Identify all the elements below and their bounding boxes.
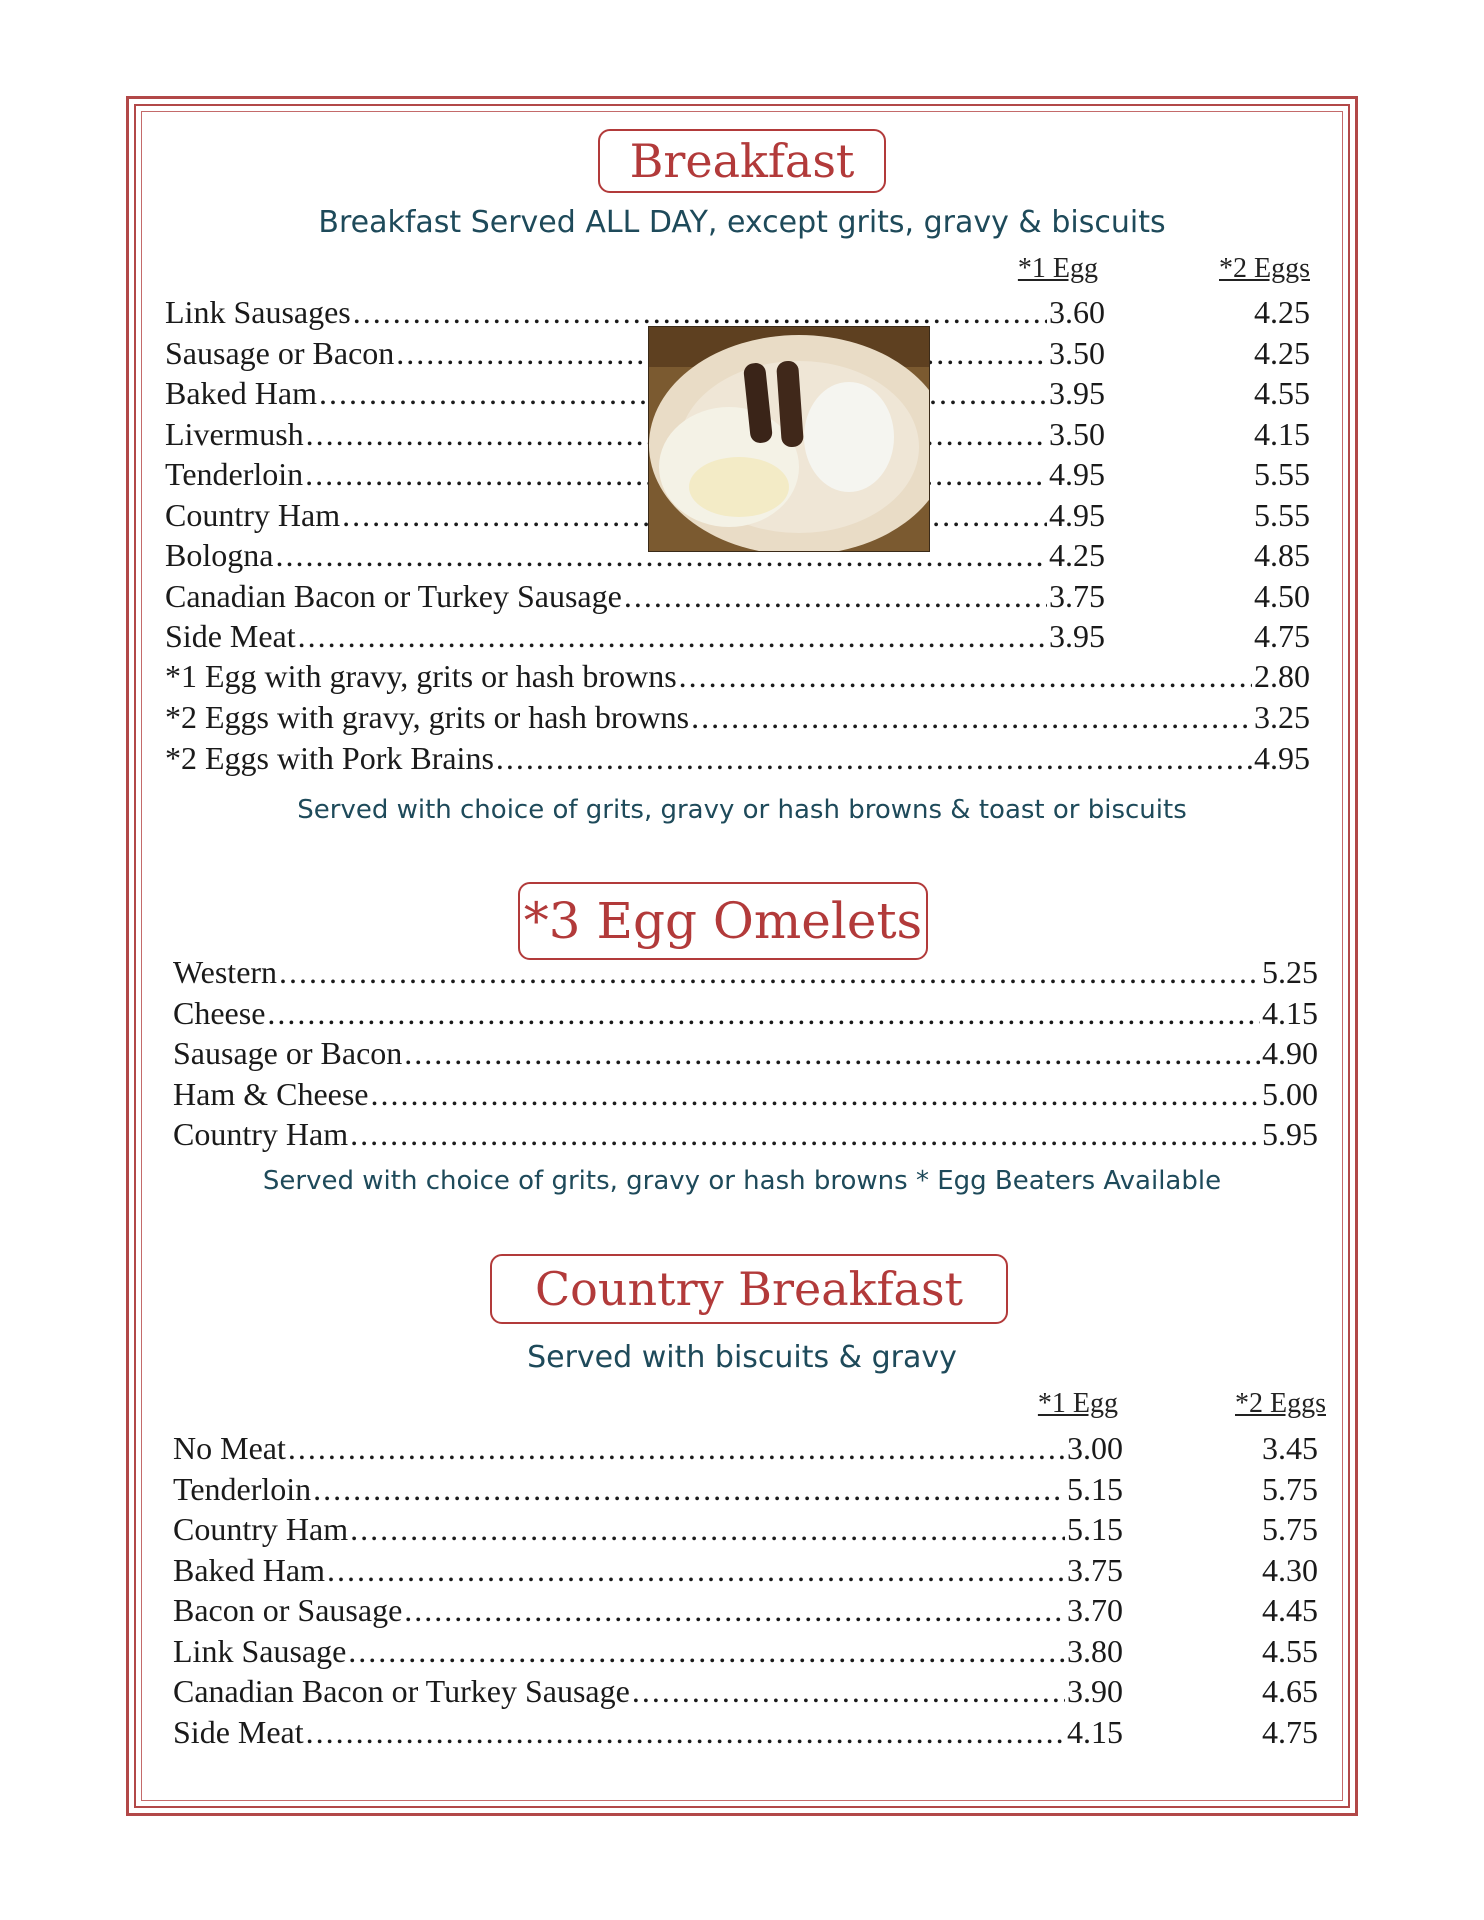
- breakfast-food-photo: [648, 326, 930, 552]
- plate-illustration: [649, 327, 930, 552]
- menu-item-price: 3.95: [1049, 618, 1105, 654]
- country-breakfast-heading: [490, 1254, 1008, 1324]
- menu-item-name: Western: [173, 954, 278, 990]
- menu-item-row: [165, 656, 1310, 696]
- menu-item-name: Ham & Cheese: [173, 1075, 369, 1112]
- menu-item-price: 4.25: [1049, 537, 1105, 573]
- menu-item-name: Sausage or Bacon: [165, 334, 395, 371]
- menu-item-row: [165, 697, 1310, 737]
- menu-item-price: 3.75: [1049, 577, 1105, 614]
- menu-item-name: No Meat: [173, 1430, 286, 1466]
- omelets-heading-text: *3 Egg Omelets: [523, 892, 923, 950]
- menu-item-name: Cheese: [173, 994, 266, 1031]
- dot-leader: [632, 1671, 1065, 1711]
- menu-item-row: [173, 952, 1318, 992]
- menu-item-price: 4.95: [1254, 740, 1310, 776]
- breakfast-col-1-egg: *1 Egg: [1017, 253, 1098, 284]
- menu-item-row: [165, 576, 1105, 616]
- menu-item-price-2-eggs: 4.25: [1254, 294, 1310, 330]
- breakfast-col-2-eggs: *2 Eggs: [1219, 253, 1310, 284]
- dot-leader: [350, 1114, 1260, 1154]
- menu-item-row: [173, 1074, 1318, 1114]
- menu-item-row: [165, 535, 1105, 575]
- menu-item-price: 4.90: [1262, 1035, 1318, 1071]
- menu-item-name: *1 Egg with gravy, grits or hash browns: [165, 658, 677, 694]
- dot-leader: [624, 576, 1047, 616]
- dot-leader: [313, 1469, 1065, 1509]
- menu-item-price-2-eggs: 4.85: [1254, 537, 1310, 573]
- menu-item-price: 4.15: [1067, 1713, 1123, 1750]
- menu-item-price: 3.25: [1254, 699, 1310, 735]
- menu-item-row: [173, 1509, 1123, 1549]
- menu-item-price: 3.95: [1049, 375, 1105, 411]
- menu-item-row: [173, 1469, 1123, 1509]
- menu-item-price-2-eggs: 5.55: [1254, 496, 1310, 533]
- dot-leader: [371, 1074, 1261, 1114]
- menu-item-price: 3.50: [1049, 334, 1105, 371]
- menu-item-price-2-eggs: 3.45: [1262, 1430, 1318, 1466]
- breakfast-heading-text: Breakfast: [629, 134, 855, 188]
- menu-item-row: [165, 373, 1105, 413]
- omelets-note: Served with choice of grits, gravy or hash browns * Egg Beaters Available: [262, 1166, 1222, 1196]
- menu-item-row: [165, 616, 1105, 656]
- menu-item-row: [173, 1712, 1123, 1752]
- menu-item-price-2-eggs: 4.55: [1254, 375, 1310, 411]
- dot-leader: [404, 1590, 1065, 1630]
- menu-item-price: 5.15: [1067, 1511, 1123, 1547]
- menu-item-price: 2.80: [1254, 658, 1310, 694]
- menu-item-name: Baked Ham: [173, 1551, 325, 1588]
- menu-item-name: Link Sausages: [165, 294, 351, 330]
- menu-item-name: *2 Eggs with gravy, grits or hash browns: [165, 699, 690, 735]
- menu-item-row: [173, 1631, 1123, 1671]
- menu-item-row: [165, 292, 1105, 332]
- dot-leader: [279, 952, 1260, 992]
- menu-item-price-2-eggs: 5.75: [1262, 1470, 1318, 1507]
- breakfast-note: Served with choice of grits, gravy or hash browns & toast or biscuits: [297, 795, 1187, 825]
- menu-item-row: [165, 454, 1105, 494]
- menu-item-row: [165, 333, 1105, 373]
- menu-item-price-2-eggs: 4.50: [1254, 577, 1310, 614]
- menu-item-name: Baked Ham: [165, 375, 317, 411]
- menu-item-price: 3.00: [1067, 1430, 1123, 1466]
- menu-item-name: Tenderloin: [173, 1470, 312, 1507]
- menu-item-name: Country Ham: [165, 496, 341, 533]
- dot-leader: [267, 993, 1260, 1033]
- menu-item-price-2-eggs: 4.75: [1254, 618, 1310, 654]
- country-breakfast-heading-text: Country Breakfast: [534, 1262, 964, 1316]
- menu-item-name: Bologna: [165, 537, 274, 573]
- menu-item-price-2-eggs: 4.30: [1262, 1551, 1318, 1588]
- menu-item-name: Bacon or Sausage: [173, 1592, 403, 1628]
- menu-item-price-2-eggs: 4.15: [1254, 415, 1310, 452]
- breakfast-heading: [598, 129, 886, 193]
- menu-item-row: [173, 1033, 1318, 1073]
- menu-item-price: 5.00: [1262, 1075, 1318, 1112]
- menu-item-price: 5.95: [1262, 1116, 1318, 1152]
- dot-leader: [288, 1428, 1065, 1468]
- country-breakfast-subtitle: Served with biscuits & gravy: [527, 1340, 957, 1375]
- menu-item-row: [165, 495, 1105, 535]
- menu-item-price-2-eggs: 4.25: [1254, 334, 1310, 371]
- menu-item-name: Canadian Bacon or Turkey Sausage: [165, 577, 622, 614]
- menu-item-row: [173, 1590, 1123, 1630]
- menu-item-name: Country Ham: [173, 1511, 349, 1547]
- menu-item-price: 4.15: [1262, 994, 1318, 1031]
- menu-item-row: [173, 1550, 1123, 1590]
- menu-item-price: 5.15: [1067, 1470, 1123, 1507]
- menu-item-name: *2 Eggs with Pork Brains: [165, 740, 494, 776]
- dot-leader: [348, 1631, 1065, 1671]
- menu-item-name: Tenderloin: [165, 456, 304, 492]
- dot-leader: [691, 697, 1252, 737]
- menu-item-row: [165, 414, 1105, 454]
- menu-item-price: 5.25: [1262, 954, 1318, 990]
- menu-item-name: Livermush: [165, 415, 304, 452]
- menu-item-name: Link Sausage: [173, 1632, 347, 1669]
- menu-item-name: Country Ham: [173, 1116, 349, 1152]
- menu-item-price-2-eggs: 4.45: [1262, 1592, 1318, 1628]
- country-col-2-eggs: *2 Eggs: [1235, 1388, 1326, 1419]
- menu-item-price-2-eggs: 4.65: [1262, 1673, 1318, 1709]
- menu-item-name: Canadian Bacon or Turkey Sausage: [173, 1673, 630, 1709]
- menu-item-price: 3.80: [1067, 1632, 1123, 1669]
- menu-item-price-2-eggs: 4.55: [1262, 1632, 1318, 1669]
- omelets-heading: [518, 882, 928, 960]
- dot-leader: [679, 656, 1252, 696]
- menu-item-name: Side Meat: [173, 1713, 304, 1750]
- menu-item-price: 3.60: [1049, 294, 1105, 330]
- dot-leader: [298, 616, 1047, 656]
- menu-item-price: 3.50: [1049, 415, 1105, 452]
- menu-item-name: Sausage or Bacon: [173, 1035, 403, 1071]
- dot-leader: [350, 1509, 1065, 1549]
- menu-item-row: [173, 1671, 1123, 1711]
- menu-item-price-2-eggs: 5.55: [1254, 456, 1310, 492]
- dot-leader: [496, 738, 1252, 778]
- menu-item-row: [173, 1114, 1318, 1154]
- menu-item-row: [173, 993, 1318, 1033]
- dot-leader: [327, 1550, 1065, 1590]
- dot-leader: [306, 1712, 1065, 1752]
- menu-item-price: 4.95: [1049, 496, 1105, 533]
- menu-item-row: [173, 1428, 1123, 1468]
- menu-item-price: 4.95: [1049, 456, 1105, 492]
- menu-item-price-2-eggs: 5.75: [1262, 1511, 1318, 1547]
- menu-item-price: 3.75: [1067, 1551, 1123, 1588]
- dot-leader: [404, 1033, 1260, 1073]
- menu-item-row: [165, 738, 1310, 778]
- menu-item-price: 3.70: [1067, 1592, 1123, 1628]
- country-col-1-egg: *1 Egg: [1037, 1388, 1118, 1419]
- breakfast-subtitle: Breakfast Served ALL DAY, except grits, gravy & biscuits: [318, 205, 1166, 240]
- menu-item-price: 3.90: [1067, 1673, 1123, 1709]
- menu-item-price-2-eggs: 4.75: [1262, 1713, 1318, 1750]
- menu-item-name: Side Meat: [165, 618, 296, 654]
